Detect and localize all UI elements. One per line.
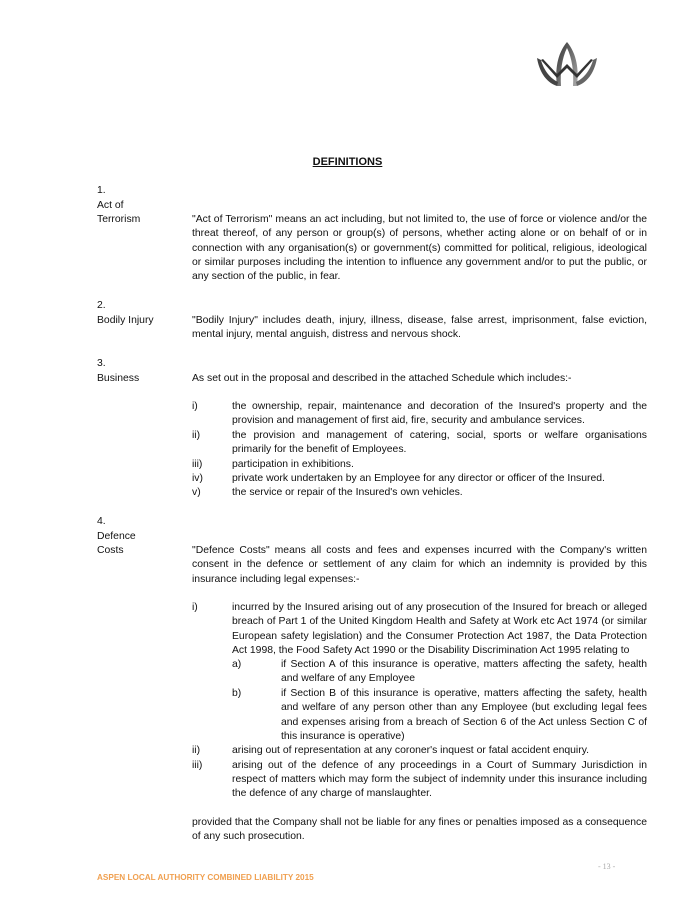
definition-number: 1.: [97, 185, 106, 196]
list-item: arising out of the defence of any proceedings in a Court of Summary Jurisdiction in respect of matters which may form the subject of indemnity under this insurance including the defence of any charge of manslaughter.: [232, 759, 647, 800]
definition-term: Bodily Injury: [97, 315, 154, 326]
definition-number: 3.: [97, 358, 106, 369]
list-item: participation in exhibitions.: [232, 458, 354, 470]
list-marker: iv): [192, 473, 203, 484]
definition-term: Defence: [97, 530, 136, 542]
proviso-text: provided that the Company shall not be liable for any fines or penalties imposed as a consequence of any such prosecution.: [192, 817, 647, 843]
definition-term: Business: [97, 372, 140, 384]
definition-text: "Act of Terrorism" means an act including, but not limited to, the use of force or violence and/or the threat thereof, of any person or group(s) of persons, whether acting alone or on behalf of or in connection with any organisation(s) or government(s) committed for political, religious, ideological or similar purposes including the intention to influence any government and/or to put the public, or any section of the public, in fear.: [192, 214, 647, 283]
sublist-item: if Section B of this insurance is operative, matters affecting the safety, health and welfare of any person other than any Employee (but excluding legal fees and expenses arising from a breach of Section 6 of the Act unless Section C of this insurance is operative): [281, 688, 647, 742]
list-marker: v): [192, 487, 201, 498]
sublist-item: if Section A of this insurance is operative, matters affecting the safety, health and welfare of any Employee: [281, 659, 647, 685]
definition-text: As set out in the proposal and described in the attached Schedule which includes:-: [192, 372, 572, 384]
sublist-marker: a): [232, 659, 242, 670]
list-item: the service or repair of the Insured's own vehicles.: [232, 487, 463, 498]
definition-term: Costs: [97, 545, 124, 556]
list-marker: iii): [192, 759, 203, 771]
definition-number: 2.: [97, 300, 106, 311]
page-number: - 13 -: [598, 862, 616, 871]
footer-title: ASPEN LOCAL AUTHORITY COMBINED LIABILITY 2015: [97, 873, 314, 882]
list-item: the ownership, repair, maintenance and decoration of the Insured's property and the provision and management of first aid, fire, security and ambulance services.: [232, 401, 647, 427]
definition-text: "Bodily Injury" includes death, injury, illness, disease, false arrest, imprisonment, false eviction, mental injury, mental anguish, distress and nervous shock.: [192, 315, 647, 341]
list-marker: ii): [192, 430, 201, 441]
list-marker: iii): [192, 458, 203, 470]
list-item: incurred by the Insured arising out of any prosecution of the Insured for breach or alleged breach of Part 1 of the United Kingdom Health and Safety at Work etc Act 1974 (or similar European safety legislation) and the Consumer Protection Act 1987, the Data Protection Act 1998, the Food Safety Act 1990 or the Disability Discrimination Act 1995 relating to: [232, 602, 647, 656]
list-item: private work undertaken by an Employee for any director or officer of the Insured.: [232, 473, 605, 484]
list-marker: ii): [192, 745, 201, 756]
list-marker: i): [192, 602, 198, 613]
sublist-marker: b): [232, 688, 242, 699]
aspen-logo-icon: [535, 40, 599, 88]
list-marker: i): [192, 401, 198, 412]
definition-term: Act of: [97, 199, 124, 211]
definition-number: 4.: [97, 516, 106, 527]
list-item: arising out of representation at any coroner's inquest or fatal accident enquiry.: [232, 745, 590, 756]
definition-term: Terrorism: [97, 214, 141, 225]
page-title: DEFINITIONS: [312, 156, 383, 168]
list-item: the provision and management of catering, social, sports or welfare organisations primarily for the benefit of Employees.: [232, 430, 647, 456]
definition-text: "Defence Costs" means all costs and fees and expenses incurred with the Company's written consent in the defence or settlement of any claim for which an indemnity is provided by this insurance including legal expenses:-: [192, 545, 647, 585]
